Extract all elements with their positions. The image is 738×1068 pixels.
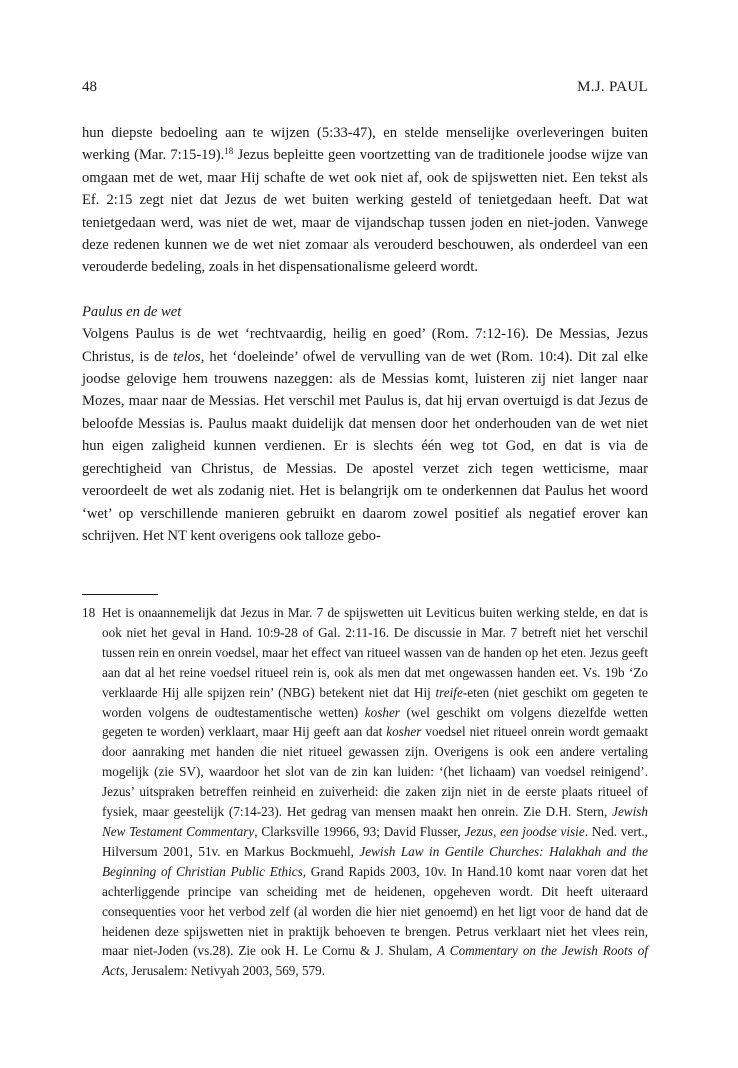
footnote-italic: Jezus, een joodse visie bbox=[464, 823, 585, 839]
paragraph-continuation bbox=[82, 122, 648, 279]
footnote-text-segment: . Ned. vert., Hilversum 2001, 51v. en Markus Bockmuehl, bbox=[102, 823, 648, 859]
footnote-text-segment: , Jerusalem: Netivyah 2003, 569, 579. bbox=[124, 963, 326, 979]
section-heading: Paulus en de wet bbox=[82, 303, 182, 320]
footnote-italic: Jewish Law in Gentile Churches: Halakhah and the Beginning of Christian Public Ethics bbox=[102, 843, 648, 879]
footnote-text-segment: , Grand Rapids 2003, 10v. In Hand.10 komt naar voren dat het achterliggende principe van scheiding met de heidenen, opgeheven wordt. Dit heeft uiteraard consequenties voor het verbod zelf (al worden die hier niet genoemd) en het ligt voor de hand dat de heidenen deze spijswetten niet in praktijk behoeven te brengen. Petrus verklaart niet het vlees rein, maar niet-Joden (vs.28). Zie ook H. Le Cornu & J. Shulam, bbox=[102, 863, 648, 959]
paragraph-text: hun diepste bedoeling aan te wijzen (5:33-47), en stelde menselijke overleveringen buiten werking (Mar. 7:15-19). bbox=[82, 125, 648, 164]
page-number: 48 bbox=[82, 79, 97, 95]
footnote-text bbox=[102, 603, 648, 981]
footnote-italic: treife bbox=[435, 684, 463, 700]
paragraph-text: Volgens Paulus is de wet ‘rechtvaardig, heilig en goed’ (Rom. 7:12-16). De Messias, Jezus Christus, is de bbox=[82, 326, 648, 365]
footnote-separator bbox=[82, 594, 158, 595]
footnote-text-segment: Het is onaannemelijk dat Jezus in Mar. 7 de spijswetten uit Leviticus buiten werking stelde, en dat is ook niet het geval in Hand. 10:9-28 of Gal. 2:11-16. De discussie in Mar. 7 betreft niet het verschil tussen rein en onrein voedsel, maar het effect van ritueel wassen van de handen op het eten. Jezus geeft aan dat al het reine voedsel ritueel rein is, ook als men dat met ongewassen handen eet. Vs. 19b ‘Zo verklaarde Hij alle spijzen rein’ (NBG) betekent niet dat Hij bbox=[102, 605, 648, 700]
footnote-reference: 18 bbox=[224, 146, 234, 157]
body-text bbox=[82, 122, 648, 547]
section-paragraph bbox=[82, 323, 648, 547]
emphasis-term: telos bbox=[173, 348, 201, 365]
running-head: M.J. PAUL bbox=[577, 79, 648, 95]
footnote-text-segment: (wel geschikt om volgens diezelfde wetten gegeten te worden) verklaart, maar Hij geeft aan dat bbox=[102, 704, 648, 740]
paragraph-text: Jezus bepleitte geen voortzetting van de traditionele joodse wijze van omgaan met de wet, maar Hij schafte de wet ook niet af, ook de spijswetten niet. Een tekst als Ef. 2:15 zegt niet dat Jezus de wet buiten werking gesteld of tenietgedaan heeft. Dat wat tenietgedaan werd, was niet de wet, maar de vijandschap tussen joden en niet-joden. Vanwege deze redenen kunnen we de wet niet zomaar als verouderd beschouwen, als onderdeel van een verouderde bedeling, zoals in het dispensationalisme geleerd wordt. bbox=[82, 147, 649, 276]
footnote-number: 18 bbox=[82, 605, 96, 620]
footnote-italic: kosher bbox=[364, 704, 400, 720]
footnote-italic: A Commentary on the Jewish Roots of Acts bbox=[102, 943, 648, 979]
footnote-italic: Jewish New Testament Commentary bbox=[102, 804, 648, 839]
footnote-text-segment: , Clarksville 19966, 93; David Flusser, bbox=[254, 823, 465, 839]
footnote bbox=[82, 603, 648, 981]
footnote-text-segment: voedsel niet ritueel onrein wordt gemaakt door aanraking met handen die niet ritueel gewassen zijn. Overigens is ook een andere vertaling mogelijk (zie SV), waardoor het slot van de zin kan luiden: ‘(het lichaam) van voedsel reinigend’. Jezus’ uitspraken betreffen reinheid en zuiverheid: die zaken zijn niet in de eerste plaats ritueel of fysiek, maar geestelijk (7:14-23). Het gedrag van mensen maakt hen onrein. Zie D.H. Stern, bbox=[102, 724, 649, 820]
footnote-text-segment: -eten (niet geschikt om gegeten te worden volgens de oudtestamentische wetten) bbox=[102, 684, 648, 720]
footnote-italic: kosher bbox=[386, 724, 422, 740]
paragraph-text: , het ‘doeleinde’ ofwel de vervulling van de wet (Rom. 10:4). Dit zal elke joodse gelovige hem trouwens nazeggen: als de Messias komt, luisteren zij niet langer naar Mozes, maar naar de Messias. Het verschil met Paulus is, dat hij ervan overtuigd is dat Jezus de beloofde Messias is. Paulus maakt duidelijk dat mensen door het onderhouden van de wet niet hun eigen zaligheid kunnen verdienen. Er is slechts één weg tot God, en dat is via de gerechtigheid van Christus, de Messias. De apostel verzet zich tegen wetticisme, maar veroordeelt de wet als zodanig niet. Het is belangrijk om te onderkennen dat Paulus het woord ‘wet’ op verschillende manieren gebruikt en daarom zowel positief als negatief erover kan schrijven. Het NT kent overigens ook talloze gebo- bbox=[82, 348, 648, 544]
